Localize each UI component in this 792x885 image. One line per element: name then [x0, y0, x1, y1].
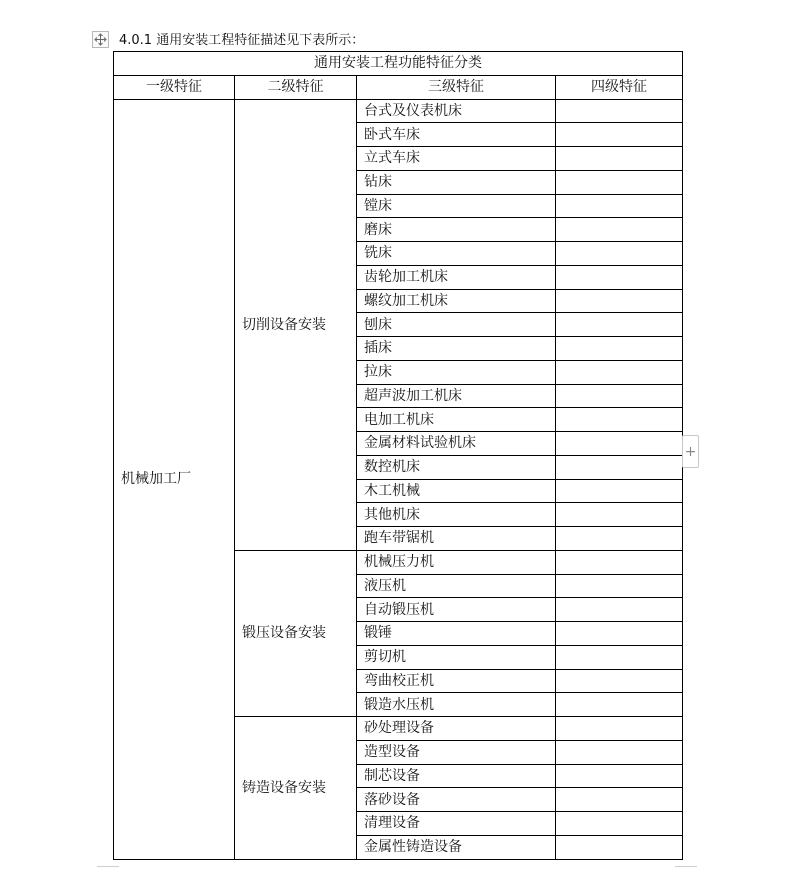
header-level3[interactable]: 三级特征 [357, 75, 556, 99]
level4-cell[interactable] [556, 550, 683, 574]
level3-cell[interactable]: 磨床 [357, 218, 556, 242]
level4-cell[interactable] [556, 693, 683, 717]
level3-cell[interactable]: 拉床 [357, 360, 556, 384]
level3-cell[interactable]: 刨床 [357, 313, 556, 337]
add-column-button[interactable] [682, 435, 699, 468]
level4-cell[interactable] [556, 669, 683, 693]
level4-cell[interactable] [556, 123, 683, 147]
level3-cell[interactable]: 台式及仪表机床 [357, 99, 556, 123]
level3-cell[interactable]: 金属性铸造设备 [357, 835, 556, 859]
feature-table [113, 51, 683, 860]
level4-cell[interactable] [556, 645, 683, 669]
level3-cell[interactable]: 齿轮加工机床 [357, 265, 556, 289]
level3-cell[interactable]: 剪切机 [357, 645, 556, 669]
level4-cell[interactable] [556, 360, 683, 384]
level4-cell[interactable] [556, 432, 683, 456]
level4-cell[interactable] [556, 812, 683, 836]
level3-cell[interactable]: 制芯设备 [357, 764, 556, 788]
page-corner-mark-right [675, 866, 697, 885]
level3-cell[interactable]: 镗床 [357, 194, 556, 218]
table-move-handle[interactable] [92, 31, 109, 48]
level3-cell[interactable]: 木工机械 [357, 479, 556, 503]
level3-cell[interactable]: 超声波加工机床 [357, 384, 556, 408]
header-level1[interactable]: 一级特征 [114, 75, 235, 99]
level1-cell[interactable]: 机械加工厂 [114, 99, 235, 859]
level3-cell[interactable]: 锻锤 [357, 622, 556, 646]
level3-cell[interactable]: 清理设备 [357, 812, 556, 836]
level4-cell[interactable] [556, 147, 683, 171]
level3-cell[interactable]: 卧式车床 [357, 123, 556, 147]
level3-cell[interactable]: 螺纹加工机床 [357, 289, 556, 313]
table-row [114, 99, 683, 123]
level4-cell[interactable] [556, 289, 683, 313]
level4-cell[interactable] [556, 788, 683, 812]
level2-cell[interactable]: 铸造设备安装 [235, 717, 357, 860]
level3-cell[interactable]: 弯曲校正机 [357, 669, 556, 693]
level3-cell[interactable]: 电加工机床 [357, 408, 556, 432]
table-caption: 4.0.1 通用安装工程特征描述见下表所示： [119, 33, 365, 48]
level3-cell[interactable]: 其他机床 [357, 503, 556, 527]
header-level2[interactable]: 二级特征 [235, 75, 357, 99]
level4-cell[interactable] [556, 622, 683, 646]
level3-cell[interactable]: 机械压力机 [357, 550, 556, 574]
add-column-icon: + [684, 443, 697, 460]
level4-cell[interactable] [556, 479, 683, 503]
level4-cell[interactable] [556, 384, 683, 408]
level4-cell[interactable] [556, 337, 683, 361]
level3-cell[interactable]: 金属材料试验机床 [357, 432, 556, 456]
level3-cell[interactable]: 砂处理设备 [357, 717, 556, 741]
level3-cell[interactable]: 插床 [357, 337, 556, 361]
level4-cell[interactable] [556, 455, 683, 479]
level3-cell[interactable]: 落砂设备 [357, 788, 556, 812]
level3-cell[interactable]: 立式车床 [357, 147, 556, 171]
level4-cell[interactable] [556, 313, 683, 337]
level3-cell[interactable]: 造型设备 [357, 740, 556, 764]
level4-cell[interactable] [556, 527, 683, 551]
level2-cell[interactable]: 锻压设备安装 [235, 550, 357, 716]
level3-cell[interactable]: 自动锻压机 [357, 598, 556, 622]
level4-cell[interactable] [556, 740, 683, 764]
level2-cell[interactable]: 切削设备安装 [235, 99, 357, 550]
level4-cell[interactable] [556, 717, 683, 741]
level4-cell[interactable] [556, 574, 683, 598]
level4-cell[interactable] [556, 170, 683, 194]
level4-cell[interactable] [556, 764, 683, 788]
level4-cell[interactable] [556, 503, 683, 527]
level4-cell[interactable] [556, 242, 683, 266]
table-title-cell[interactable]: 通用安装工程功能特征分类 [114, 52, 683, 76]
page-corner-mark-left [97, 866, 119, 885]
level3-cell[interactable]: 铣床 [357, 242, 556, 266]
level3-cell[interactable]: 钻床 [357, 170, 556, 194]
move-icon [94, 33, 107, 46]
header-level4[interactable]: 四级特征 [556, 75, 683, 99]
level3-cell[interactable]: 液压机 [357, 574, 556, 598]
level4-cell[interactable] [556, 835, 683, 859]
level4-cell[interactable] [556, 265, 683, 289]
level4-cell[interactable] [556, 408, 683, 432]
level4-cell[interactable] [556, 218, 683, 242]
level3-cell[interactable]: 锻造水压机 [357, 693, 556, 717]
level4-cell[interactable] [556, 99, 683, 123]
level3-cell[interactable]: 跑车带锯机 [357, 527, 556, 551]
level4-cell[interactable] [556, 194, 683, 218]
level3-cell[interactable]: 数控机床 [357, 455, 556, 479]
level4-cell[interactable] [556, 598, 683, 622]
